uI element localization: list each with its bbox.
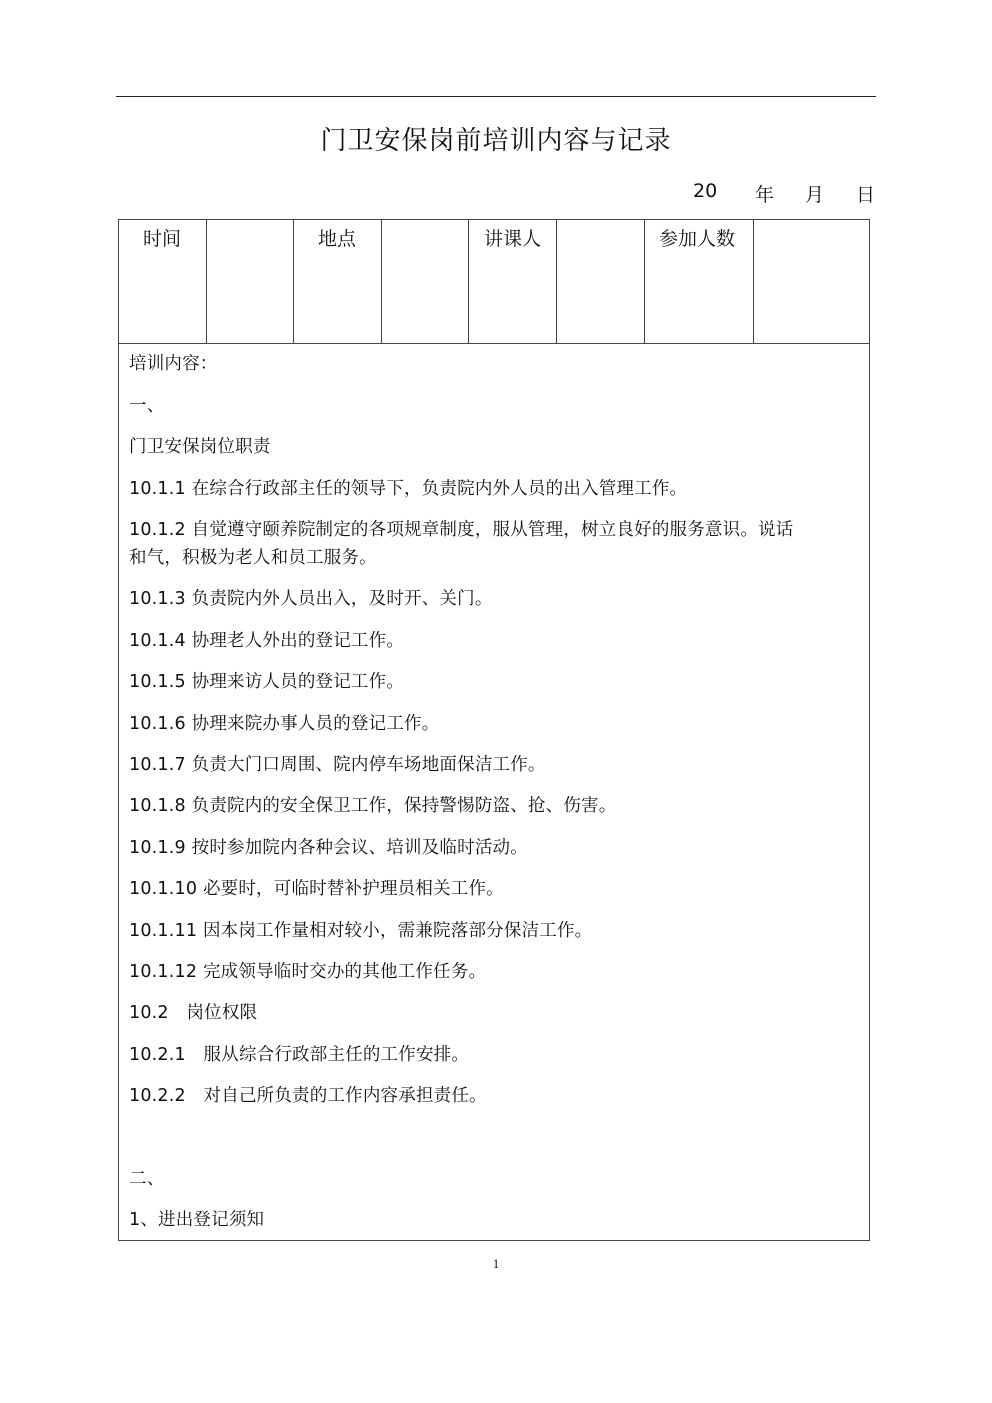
content-line: 10.1.1 在综合行政部主任的领导下，负责院内外人员的出入管理工作。 (129, 479, 688, 499)
content-line: 10.2.2 对自己所负责的工作内容承担责任。 (129, 1086, 487, 1106)
date-month-label: 月 (805, 184, 825, 206)
content-line: 10.1.12 完成领导临时交办的其他工作任务。 (129, 962, 487, 982)
content-line: 10.1.3 负责院内外人员出入，及时开、关门。 (129, 589, 493, 609)
date-day-label: 日 (856, 184, 876, 206)
date-line (0, 180, 992, 206)
content-label: 培训内容： (129, 354, 218, 374)
content-line: 10.1.8 负责院内的安全保卫工作，保持警惕防盗、抢、伤害。 (129, 796, 617, 816)
row-divider (119, 343, 869, 344)
training-record-table (118, 219, 870, 1241)
content-line: 二、 (129, 1169, 165, 1189)
content-line: 10.1.6 协理来院办事人员的登记工作。 (129, 714, 440, 734)
col-divider (644, 220, 645, 343)
header-participants: 参加人数 (659, 228, 736, 250)
content-line: 10.1.11 因本岗工作量相对较小，需兼院落部分保洁工作。 (129, 921, 593, 941)
content-line: 10.1.4 协理老人外出的登记工作。 (129, 631, 405, 651)
header-location: 地点 (318, 228, 357, 250)
col-divider (206, 220, 207, 343)
content-line: 1、进出登记须知 (129, 1210, 265, 1230)
content-line: 一、 (129, 396, 165, 416)
col-divider (556, 220, 557, 343)
date-year-prefix: 20 (693, 180, 718, 202)
content-line: 10.1.9 按时参加院内各种会议、培训及临时活动。 (129, 838, 528, 858)
header-rule (116, 96, 876, 97)
col-divider (293, 220, 294, 343)
content-line: 10.1.7 负责大门口周围、院内停车场地面保洁工作。 (129, 755, 546, 775)
date-year-label: 年 (755, 184, 775, 206)
header-time: 时间 (143, 228, 182, 250)
content-line: 和气，积极为老人和员工服务。 (129, 548, 377, 568)
content-line: 10.1.5 协理来访人员的登记工作。 (129, 672, 405, 692)
content-line: 10.1.2 自觉遵守颐养院制定的各项规章制度，服从管理，树立良好的服务意识。说话 (129, 520, 794, 540)
content-line: 10.2 岗位权限 (129, 1003, 258, 1023)
content-line: 10.2.1 服从综合行政部主任的工作安排。 (129, 1045, 470, 1065)
col-divider (381, 220, 382, 343)
document-title: 门卫安保岗前培训内容与记录 (320, 126, 672, 156)
page-number: 1 (492, 1256, 500, 1271)
content-line: 门卫安保岗位职责 (129, 437, 271, 457)
content-line: 10.1.10 必要时，可临时替补护理员相关工作。 (129, 879, 504, 899)
col-divider (468, 220, 469, 343)
header-lecturer: 讲课人 (484, 228, 542, 250)
col-divider (753, 220, 754, 343)
